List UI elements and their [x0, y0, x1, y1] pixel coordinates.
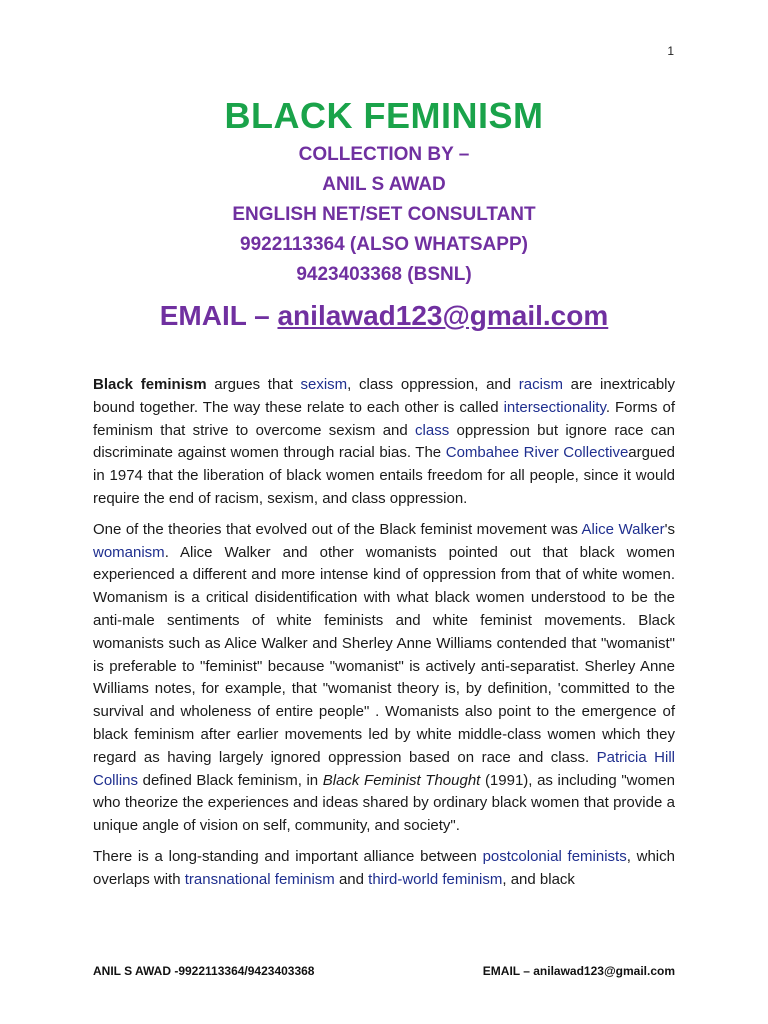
inline-link[interactable]: sexism — [300, 376, 348, 393]
text-run: , which overlaps with — [93, 847, 675, 888]
inline-link[interactable]: postcolonial feminists — [482, 847, 627, 865]
text-run: 's — [664, 520, 675, 538]
page-number: 1 — [667, 44, 674, 58]
inline-link[interactable]: racism — [518, 376, 563, 393]
inline-link[interactable]: womanism — [93, 543, 165, 561]
paragraph-3 — [93, 846, 675, 892]
book-title: Black Feminist Thought — [322, 771, 481, 789]
document-header — [0, 94, 768, 336]
author-name: ANIL S AWAD — [322, 174, 446, 195]
phone-whatsapp: 9922113364 (ALSO WHATSAPP) — [240, 234, 528, 255]
email-link[interactable]: anilawad123@gmail.com — [277, 300, 609, 331]
email-label: EMAIL – — [159, 300, 270, 331]
author-role: ENGLISH NET/SET CONSULTANT — [232, 204, 536, 225]
text-run: argues that — [206, 376, 301, 393]
footer-email: EMAIL – anilawad123@gmail.com — [482, 964, 675, 978]
text-run: , class oppression, and — [347, 376, 519, 393]
text-run: , and black — [502, 870, 575, 888]
inline-link[interactable]: class — [415, 421, 450, 439]
text-run: . Forms of feminism that strive to overcome sexism and — [93, 398, 675, 439]
phone-bsnl: 9423403368 (BSNL) — [296, 264, 472, 285]
inline-link[interactable]: intersectionality — [503, 398, 606, 416]
paragraph-2 — [93, 519, 675, 838]
inline-link[interactable]: Combahee River Collective — [445, 444, 629, 462]
body-text — [93, 374, 675, 900]
text-run: and — [334, 870, 369, 888]
inline-link[interactable]: Alice Walker — [581, 520, 665, 538]
text-run: (1991), as including "women who theorize the experiences and ideas shared by ordinary black women that provide a unique angle of vision on self, community, and society". — [93, 771, 675, 835]
text-run: One of the theories that evolved out of the Black feminist movement was — [93, 520, 582, 538]
text-run: defined Black feminism, in — [138, 771, 323, 789]
text-run: argued in 1974 that the liberation of black women entails freedom for all people, since it would require the end of racism, sexism, and class oppression. — [93, 444, 676, 507]
text-run: oppression but ignore race can discriminate against women through racial bias. The — [93, 421, 675, 462]
inline-link[interactable]: third-world feminism — [368, 870, 503, 888]
bold-term: Black feminism — [93, 376, 207, 393]
inline-link[interactable]: transnational feminism — [184, 870, 335, 888]
inline-link[interactable]: Patricia Hill Collins — [93, 748, 675, 789]
collection-by: COLLECTION BY – — [298, 144, 470, 165]
document-title: BLACK FEMINISM — [224, 95, 544, 136]
footer-contact: ANIL S AWAD -9922113364/9423403368 — [93, 964, 315, 978]
text-run: are inextricably bound together. The way these relate to each other is called — [93, 376, 676, 416]
page-footer — [93, 964, 675, 978]
text-run: There is a long-standing and important alliance between — [93, 847, 483, 865]
text-run: . Alice Walker and other womanists pointed out that black women experienced a different and more intense kind of oppression from that of white women. Womanism is a critical disidentification with what black women understood to be the anti-male sentiments of white feminists and white feminist movements. Black womanists such as Alice Walker and Sherley Anne Williams contended that "womanist" is preferable to "feminist" because "womanist" is actively anti-separatist. Sherley Anne Williams notes, for example, that "womanist theory is, by definition, 'committed to the survival and wholeness of entire people" . Womanists also point to the emergence of black feminism after earlier movements led by white middle-class women which they regard as having largely ignored oppression based on race and class. — [93, 543, 675, 766]
email-line — [0, 296, 768, 336]
paragraph-1 — [93, 374, 675, 511]
